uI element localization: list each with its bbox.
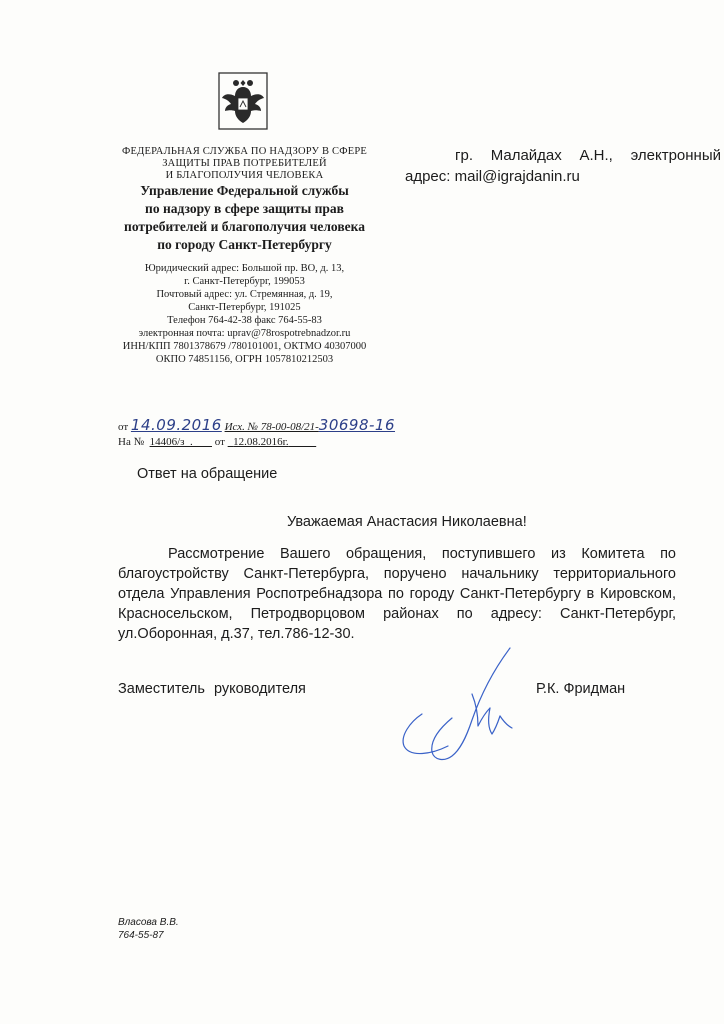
outgoing-number-label: Исх. № 78-00-08/21- <box>224 421 319 433</box>
address-line: ИНН/КПП 7801378679 /780101001, ОКТМО 40307000 <box>122 341 367 352</box>
office-line: по городу Санкт-Петербургу <box>157 237 332 252</box>
recipient-line-1 <box>405 145 721 166</box>
office-line: Управление Федеральной службы <box>140 183 349 198</box>
handwritten-signature-icon <box>392 642 522 764</box>
office-line: по надзору в сфере защиты прав <box>145 201 344 216</box>
recipient-block <box>405 145 721 187</box>
from-label: от <box>118 421 129 433</box>
registration-block <box>118 418 438 450</box>
recipient-word: электронный <box>630 147 721 164</box>
address-line: Санкт-Петербург, 191025 <box>188 302 301 313</box>
address-line: Юридический адрес: Большой пр. ВО, д. 13, <box>144 263 345 274</box>
signer-position: Заместитель руководителя <box>118 681 306 697</box>
address-block <box>112 262 377 366</box>
ref-label: На № <box>118 436 145 448</box>
recipient-word: Малайдах <box>490 147 562 164</box>
executor-name: Власова В.В. <box>118 917 179 928</box>
outgoing-date: 14.09.2016 <box>130 416 222 434</box>
address-line: электронная почта: uprav@78rospotrebnadzor.ru <box>138 328 351 339</box>
ref-date-label: от <box>214 436 225 448</box>
salutation: Уважаемая Анастасия Николаевна! <box>287 514 527 530</box>
signer-name: Р.К. Фридман <box>536 681 626 697</box>
address-line: г. Санкт-Петербург, 199053 <box>184 276 305 287</box>
subject-line: Ответ на обращение <box>137 466 278 482</box>
outgoing-number: 30698-16 <box>318 416 396 434</box>
body-paragraph: Рассмотрение Вашего обращения, поступившего из Комитета по благоустройству Санкт-Петербурга, поручено начальнику территориального отдела Управления Роспотребнадзора по городу Санкт-Петербургу в Кировском, Красносельском, Петродворцовом районах по адресу: Санкт-Петербург, ул.Оборонная, д.37, тел.786-12-30. <box>118 546 676 642</box>
recipient-line-2: адрес: mail@igrajdanin.ru <box>405 168 580 185</box>
org-line: ФЕДЕРАЛЬНАЯ СЛУЖБА ПО НАДЗОРУ В СФЕРЕ <box>122 146 367 157</box>
recipient-word: А.Н., <box>579 147 613 164</box>
ref-number: 14406/з <box>149 436 185 448</box>
executor-phone: 764-55-87 <box>118 930 164 941</box>
ref-date: 12.08.2016г. <box>233 436 289 448</box>
recipient-word: гр. <box>455 147 473 164</box>
coat-of-arms-icon <box>218 72 268 130</box>
address-line: ОКПО 74851156, ОГРН 1057810212503 <box>155 354 334 365</box>
address-line: Телефон 764-42-38 факс 764-55-83 <box>167 315 322 326</box>
organization-header <box>112 146 377 254</box>
office-line: потребителей и благополучия человека <box>124 219 365 234</box>
address-line: Почтовый адрес: ул. Стремянная, д. 19, <box>156 289 333 300</box>
org-line: И БЛАГОПОЛУЧИЯ ЧЕЛОВЕКА <box>165 170 324 181</box>
org-line: ЗАЩИТЫ ПРАВ ПОТРЕБИТЕЛЕЙ <box>162 158 327 169</box>
outgoing-line <box>118 418 438 435</box>
reference-line: На № 14406/з . от 12.08.2016г. <box>118 436 289 448</box>
executor-block <box>118 916 179 942</box>
